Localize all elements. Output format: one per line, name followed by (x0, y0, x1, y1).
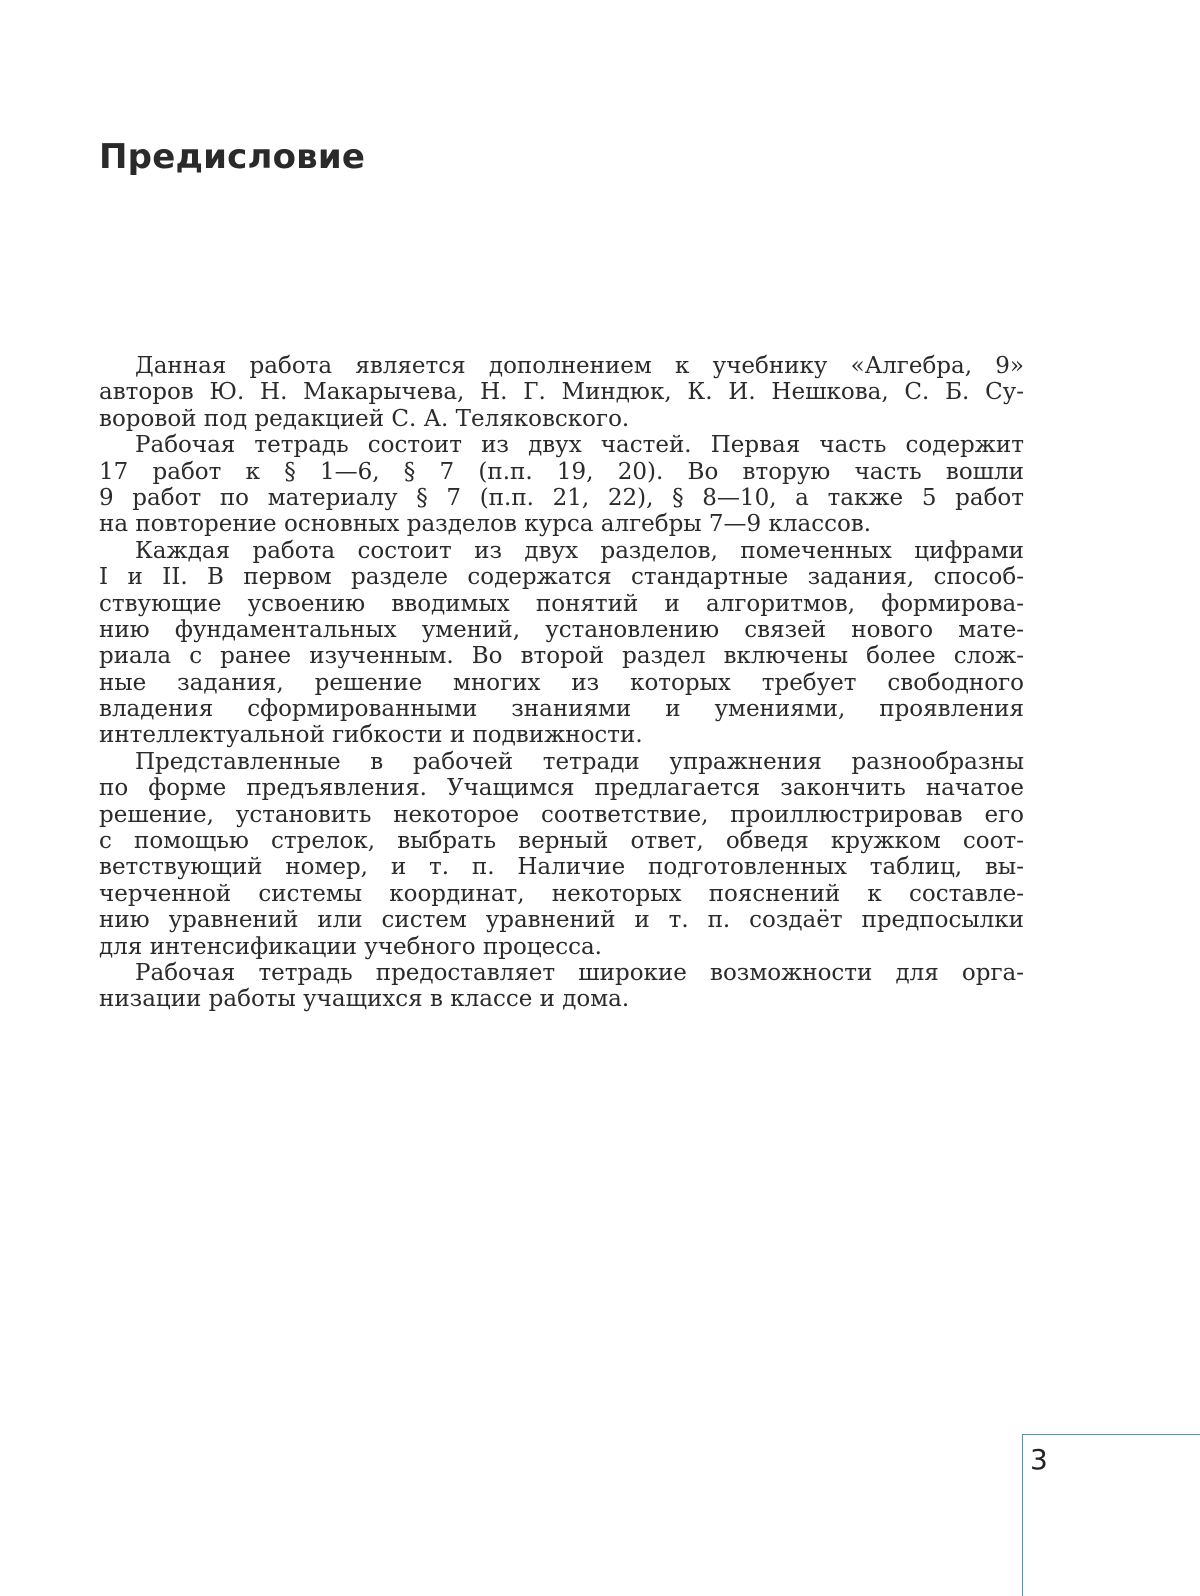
text-line: Представленные в рабочей тетради упражнения разнообразны (135, 748, 1024, 775)
text-line: I и II. В первом разделе содержатся стандартные задания, способ- (99, 564, 1024, 591)
text-line: Рабочая тетрадь состоит из двух частей. Первая часть содержит (135, 432, 1024, 459)
text-line: низации работы учащихся в классе и дома. (99, 986, 630, 1013)
text-line: воровой под редакцией С. А. Теляковского. (99, 405, 630, 432)
paragraph (99, 749, 1024, 960)
text-line: интеллектуальной гибкости и подвижности. (99, 722, 643, 749)
page-number-frame (1022, 1434, 1200, 1596)
text-line: авторов Ю. Н. Макарычева, Н. Г. Миндюк, К. И. Нешкова, С. Б. Су- (99, 379, 1024, 406)
text-line: ствующие усвоению вводимых понятий и алгоритмов, формирова- (99, 590, 1024, 617)
page-title: Предисловие (99, 137, 366, 177)
page-number: 3 (1030, 1443, 1048, 1476)
paragraph (99, 960, 1024, 1013)
text-line: Каждая работа состоит из двух разделов, помеченных цифрами (135, 537, 1024, 564)
text-line: нию уравнений или систем уравнений и т. п. создаёт предпосылки (99, 907, 1024, 934)
paragraph (99, 432, 1024, 538)
text-line: решение, установить некоторое соответствие, проиллюстрировав его (99, 801, 1024, 828)
text-line: 17 работ к § 1—6, § 7 (п.п. 19, 20). Во вторую часть вошли (99, 458, 1024, 485)
text-line: нию фундаментальных умений, установлению связей нового мате- (99, 616, 1024, 643)
text-line: ветствующий номер, и т. п. Наличие подготовленных таблиц, вы- (99, 854, 1024, 881)
text-line: Данная работа является дополнением к учебнику «Алгебра, 9» (135, 353, 1024, 379)
text-line: по форме предъявления. Учащимся предлагается закончить начатое (99, 775, 1024, 802)
text-line: черченной системы координат, некоторых пояснений к составле- (99, 880, 1024, 907)
text-line: Рабочая тетрадь предоставляет широкие возможности для орга- (135, 959, 1024, 986)
paragraph (99, 538, 1024, 749)
text-line: с помощью стрелок, выбрать верный ответ, обведя кружком соот- (99, 828, 1024, 855)
preface-body (99, 353, 1024, 1013)
text-line: 9 работ по материалу § 7 (п.п. 21, 22), § 8—10, а также 5 работ (99, 484, 1024, 511)
paragraph (99, 353, 1024, 432)
text-line: риала с ранее изученным. Во второй раздел включены более слож- (99, 643, 1024, 670)
text-line: для интенсификации учебного процесса. (99, 933, 602, 960)
text-line: на повторение основных разделов курса алгебры 7—9 классов. (99, 511, 872, 538)
text-line: владения сформированными знаниями и умениями, проявления (99, 696, 1024, 723)
text-line: ные задания, решение многих из которых требует свободного (99, 669, 1024, 696)
